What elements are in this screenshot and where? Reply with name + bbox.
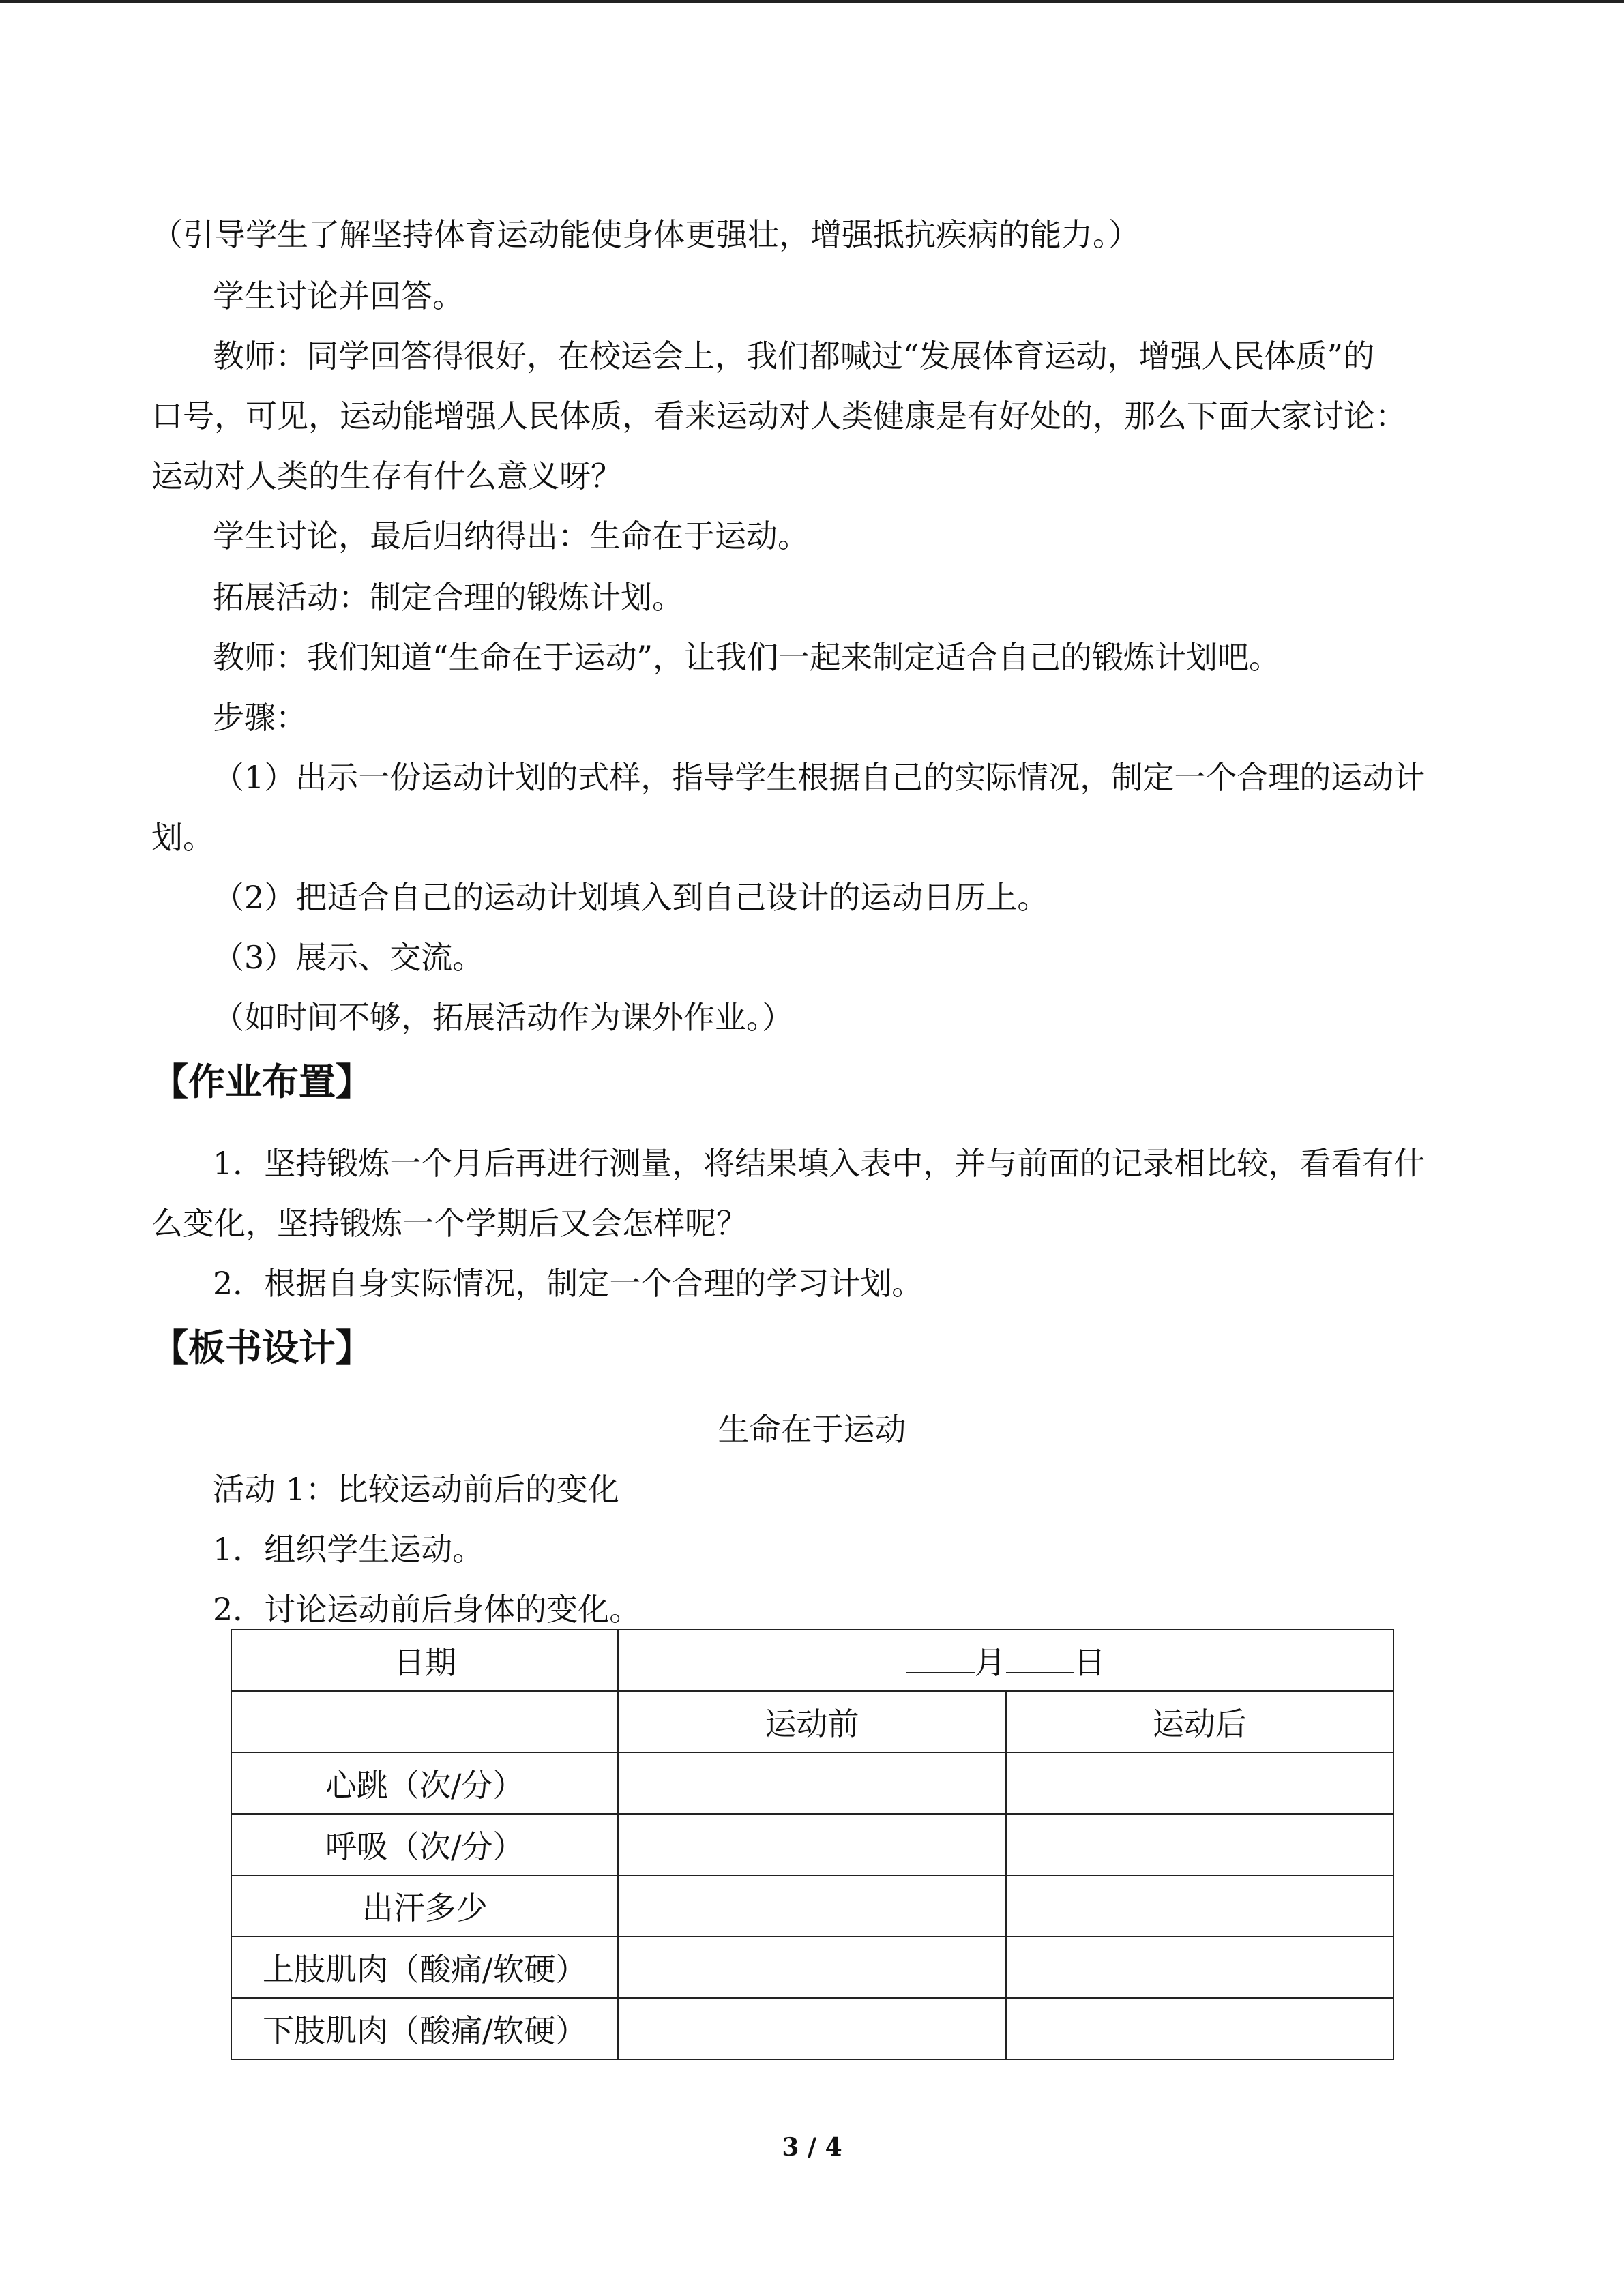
sweat-after-cell[interactable]: [1006, 1875, 1393, 1937]
heartbeat-after-cell[interactable]: [1006, 1753, 1393, 1814]
homework-item-2: 2．根据自身实际情况，制定一个合理的学习计划。: [213, 1265, 924, 1302]
paragraph-note: （如时间不够，拓展活动作为课外作业。）: [213, 999, 793, 1036]
homework-item-1a: 1．坚持锻炼一个月后再进行测量，将结果填入表中，并与前面的记录相比较，看看有什: [213, 1145, 1426, 1182]
paragraph-steps: 步骤：: [213, 699, 307, 736]
month-blank[interactable]: [906, 1641, 975, 1673]
exercise-record-table: [231, 1629, 1394, 2060]
paragraph-conclusion: 学生讨论，最后归纳得出：生命在于运动。: [213, 518, 809, 554]
table-row: [231, 1875, 1393, 1937]
breathing-after-cell[interactable]: [1006, 1814, 1393, 1875]
paragraph-teacher-1c: 运动对人类的生存有什么意义呀？: [151, 458, 622, 494]
row-label-lower-limb: 下肢肌肉（酸痛/软硬）: [231, 1998, 618, 2059]
lower-limb-before-cell[interactable]: [618, 1998, 1005, 2059]
date-label-cell: 日期: [231, 1630, 618, 1691]
row-label-sweat: 出汗多少: [231, 1875, 618, 1937]
row-label-heartbeat: 心跳（次/分）: [231, 1753, 618, 1814]
table-row: [231, 1691, 1393, 1753]
paragraph-teacher-1b: 口号，可见，运动能增强人民体质，看来运动对人类健康是有好处的，那么下面大家讨论：: [151, 398, 1406, 434]
date-value-cell: [618, 1630, 1393, 1691]
table-row: [231, 1753, 1393, 1814]
paragraph-teacher-1a: 教师：同学回答得很好，在校运会上，我们都喊过“发展体育运动，增强人民体质”的: [213, 338, 1375, 374]
row-label-breathing: 呼吸（次/分）: [231, 1814, 618, 1875]
heartbeat-before-cell[interactable]: [618, 1753, 1005, 1814]
paragraph-step-1b: 划。: [151, 819, 214, 856]
table-row: [231, 1814, 1393, 1875]
table-row: [231, 1937, 1393, 1998]
homework-item-1b: 么变化，坚持锻炼一个学期后又会怎样呢？: [151, 1205, 748, 1242]
board-step-1: 1．组织学生运动。: [213, 1531, 484, 1568]
page-number: 3 / 4: [782, 2133, 842, 2162]
paragraph-teacher-2: 教师：我们知道“生命在于运动”，让我们一起来制定适合自己的锻炼计划吧。: [213, 639, 1281, 676]
sweat-before-cell[interactable]: [618, 1875, 1005, 1937]
breathing-before-cell[interactable]: [618, 1814, 1005, 1875]
table-row: [231, 1630, 1393, 1691]
day-blank[interactable]: [1006, 1641, 1074, 1673]
table-row: [231, 1998, 1393, 2059]
paragraph-step-2: （2）把适合自己的运动计划填入到自己设计的运动日历上。: [213, 879, 1049, 916]
board-title: 生命在于运动: [718, 1411, 906, 1448]
month-label: 月: [974, 1644, 1006, 1681]
heading-homework: 【作业布置】: [151, 1060, 372, 1103]
upper-limb-before-cell[interactable]: [618, 1937, 1005, 1998]
paragraph-step-1a: （1）出示一份运动计划的式样，指导学生根据自己的实际情况，制定一个合理的运动计: [213, 759, 1426, 796]
lower-limb-after-cell[interactable]: [1006, 1998, 1393, 2059]
paragraph-guide: （引导学生了解坚持体育运动能使身体更强壮，增强抵抗疾病的能力。）: [151, 216, 1140, 253]
empty-header-cell: [231, 1691, 618, 1753]
board-activity: 活动 1：比较运动前后的变化: [213, 1471, 619, 1508]
day-label: 日: [1074, 1644, 1106, 1681]
paragraph-step-3: （3）展示、交流。: [213, 939, 484, 976]
after-header-cell: 运动后: [1006, 1691, 1393, 1753]
upper-limb-after-cell[interactable]: [1006, 1937, 1393, 1998]
before-header-cell: 运动前: [618, 1691, 1005, 1753]
row-label-upper-limb: 上肢肌肉（酸痛/软硬）: [231, 1937, 618, 1998]
paragraph-discuss: 学生讨论并回答。: [213, 278, 464, 314]
board-step-2: 2．讨论运动前后身体的变化。: [213, 1591, 641, 1628]
paragraph-extension: 拓展活动：制定合理的锻炼计划。: [213, 579, 683, 616]
heading-board: 【板书设计】: [151, 1326, 372, 1369]
